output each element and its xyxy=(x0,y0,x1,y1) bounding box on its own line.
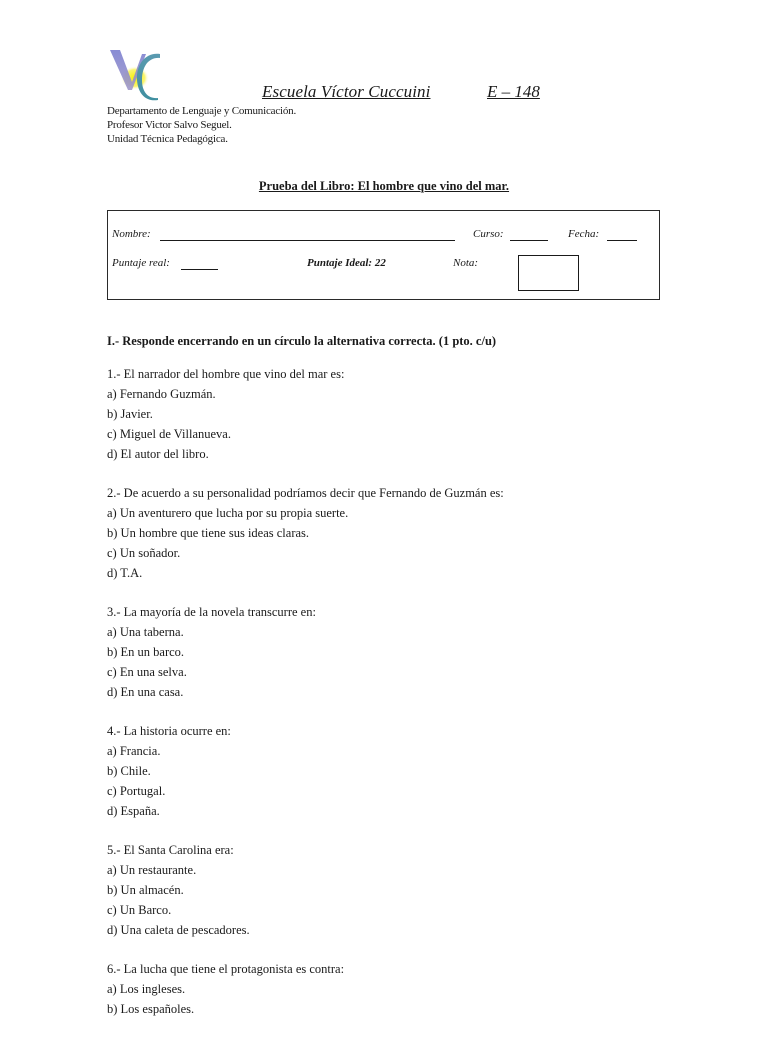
question-prompt: 5.- El Santa Carolina era: xyxy=(107,843,234,858)
fecha-field[interactable] xyxy=(607,240,637,241)
answer-option[interactable]: a) Un restaurante. xyxy=(107,863,197,878)
answer-option[interactable]: d) El autor del libro. xyxy=(107,446,209,461)
answer-option[interactable]: a) Francia. xyxy=(107,744,161,759)
answer-option[interactable]: d) En una casa. xyxy=(107,684,184,699)
question-list xyxy=(107,365,504,1040)
section-title: I.- Responde encerrando en un círculo la alternativa correcta. (1 pto. c/u) xyxy=(107,334,497,348)
school-name: Escuela Víctor Cuccuini xyxy=(262,82,431,101)
puntaje-real-label: Puntaje real: xyxy=(112,257,170,269)
question-6 xyxy=(107,960,504,1020)
question-prompt: 2.- De acuerdo a su personalidad podríamos decir que Fernando de Guzmán es: xyxy=(107,486,504,501)
nombre-field[interactable] xyxy=(160,240,455,241)
question-prompt: 3.- La mayoría de la novela transcurre en: xyxy=(107,605,316,620)
unit-line: Unidad Técnica Pedagógica. xyxy=(107,133,228,145)
answer-option[interactable]: d) T.A. xyxy=(107,565,143,580)
answer-option[interactable]: c) Un soñador. xyxy=(107,545,181,560)
department-line: Departamento de Lenguaje y Comunicación. xyxy=(107,105,297,117)
answer-option[interactable]: a) Una taberna. xyxy=(107,624,184,639)
school-logo xyxy=(106,44,170,106)
question-4 xyxy=(107,722,504,821)
question-3 xyxy=(107,603,504,702)
question-prompt: 6.- La lucha que tiene el protagonista es contra: xyxy=(107,962,345,977)
question-5 xyxy=(107,841,504,940)
answer-option[interactable]: c) Un Barco. xyxy=(107,902,172,917)
puntaje-ideal-label: Puntaje Ideal: 22 xyxy=(307,257,386,269)
answer-option[interactable]: d) Una caleta de pescadores. xyxy=(107,922,250,937)
answer-option[interactable]: b) Javier. xyxy=(107,406,153,421)
answer-option[interactable]: d) España. xyxy=(107,803,160,818)
answer-option[interactable]: c) Miguel de Villanueva. xyxy=(107,426,231,441)
nota-label: Nota: xyxy=(453,257,479,269)
answer-option[interactable]: b) Un hombre que tiene sus ideas claras. xyxy=(107,525,310,540)
curso-field[interactable] xyxy=(510,240,548,241)
test-title: Prueba del Libro: El hombre que vino del mar. xyxy=(258,179,510,193)
answer-option[interactable]: c) Portugal. xyxy=(107,783,166,798)
logo-vc-icon xyxy=(106,44,170,106)
nombre-label: Nombre: xyxy=(112,228,151,240)
answer-option[interactable]: b) Los españoles. xyxy=(107,1002,195,1017)
question-prompt: 1.- El narrador del hombre que vino del mar es: xyxy=(107,367,345,381)
question-2 xyxy=(107,484,504,583)
answer-option[interactable]: c) En una selva. xyxy=(107,664,187,679)
answer-option[interactable]: a) Los ingleses. xyxy=(107,982,186,997)
teacher-line: Profesor Victor Salvo Seguel. xyxy=(107,119,232,131)
answer-option[interactable]: b) Chile. xyxy=(107,763,151,778)
answer-option[interactable]: a) Un aventurero que lucha por su propia suerte. xyxy=(107,505,349,520)
nota-field[interactable] xyxy=(518,255,579,291)
answer-option[interactable]: a) Fernando Guzmán. xyxy=(107,386,216,401)
department-info xyxy=(107,104,296,146)
curso-label: Curso: xyxy=(473,228,504,240)
answer-option[interactable]: b) Un almacén. xyxy=(107,882,184,897)
school-code: E – 148 xyxy=(487,82,540,101)
puntaje-real-field[interactable] xyxy=(181,269,218,270)
question-1 xyxy=(107,365,504,464)
answer-option[interactable]: b) En un barco. xyxy=(107,644,185,659)
question-prompt: 4.- La historia ocurre en: xyxy=(107,724,231,739)
fecha-label: Fecha: xyxy=(568,228,600,240)
